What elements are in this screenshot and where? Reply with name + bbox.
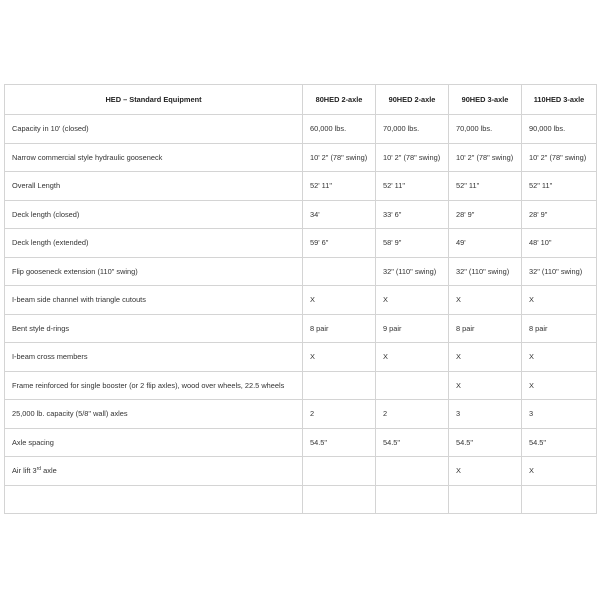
row-label: Capacity in 10' (closed)	[5, 115, 303, 144]
header-cell: 80HED 2-axle	[303, 85, 376, 115]
table-cell: 8 pair	[449, 314, 522, 343]
header-cell: HED – Standard Equipment	[5, 85, 303, 115]
table-row	[5, 343, 597, 372]
table-cell: 52' 11"	[376, 172, 449, 201]
table-cell: 9 pair	[376, 314, 449, 343]
table-row	[5, 428, 597, 457]
table-cell: X	[449, 343, 522, 372]
table-row	[5, 371, 597, 400]
table-cell: 32" (110" swing)	[376, 257, 449, 286]
table-cell: 10' 2" (78" swing)	[522, 143, 597, 172]
table-cell	[449, 485, 522, 514]
header-cell: 90HED 3-axle	[449, 85, 522, 115]
row-label: Frame reinforced for single booster (or 2 flip axles), wood over wheels, 22.5 wheels	[5, 371, 303, 400]
table-cell: 49'	[449, 229, 522, 258]
table-cell: X	[522, 343, 597, 372]
table-cell: 54.5"	[522, 428, 597, 457]
equipment-table	[4, 84, 597, 514]
row-label: Axle spacing	[5, 428, 303, 457]
row-label: Deck length (extended)	[5, 229, 303, 258]
table-cell: X	[449, 286, 522, 315]
table-cell: X	[522, 457, 597, 486]
row-label: Flip gooseneck extension (110" swing)	[5, 257, 303, 286]
table-cell: 10' 2" (78" swing)	[449, 143, 522, 172]
table-cell: X	[303, 343, 376, 372]
row-label: I-beam cross members	[5, 343, 303, 372]
table-row	[5, 257, 597, 286]
table-cell: 28' 9"	[449, 200, 522, 229]
table-cell: 2	[376, 400, 449, 429]
table-cell: 52" 11"	[449, 172, 522, 201]
row-label: Narrow commercial style hydraulic gooseneck	[5, 143, 303, 172]
table-cell: 54.5"	[376, 428, 449, 457]
row-label: Deck length (closed)	[5, 200, 303, 229]
table-row	[5, 314, 597, 343]
row-label: I-beam side channel with triangle cutouts	[5, 286, 303, 315]
table-cell: 33' 6"	[376, 200, 449, 229]
table-cell: X	[522, 286, 597, 315]
table-row	[5, 400, 597, 429]
table-cell: 8 pair	[522, 314, 597, 343]
table-cell: 54.5"	[449, 428, 522, 457]
table-cell: 59' 6"	[303, 229, 376, 258]
table-cell: X	[449, 371, 522, 400]
table-row	[5, 200, 597, 229]
table-row	[5, 172, 597, 201]
header-row	[5, 85, 597, 115]
table-cell: 8 pair	[303, 314, 376, 343]
table-cell: 2	[303, 400, 376, 429]
table-cell: 28' 9"	[522, 200, 597, 229]
table-cell: 10' 2" (78" swing)	[303, 143, 376, 172]
header-cell: 110HED 3-axle	[522, 85, 597, 115]
table-cell: X	[376, 343, 449, 372]
table-cell: 52' 11"	[303, 172, 376, 201]
row-label: Air lift 3rd axle	[5, 457, 303, 486]
table-cell: 54.5"	[303, 428, 376, 457]
table-cell: 58' 9"	[376, 229, 449, 258]
table-cell	[303, 457, 376, 486]
table-cell: X	[522, 371, 597, 400]
row-label: Overall Length	[5, 172, 303, 201]
table-cell: 3	[522, 400, 597, 429]
table-cell: 32" (110" swing)	[522, 257, 597, 286]
table-cell	[303, 371, 376, 400]
table-cell	[376, 457, 449, 486]
table-cell	[376, 371, 449, 400]
table-row	[5, 143, 597, 172]
table-cell: 70,000 lbs.	[449, 115, 522, 144]
row-label: Bent style d-rings	[5, 314, 303, 343]
row-label	[5, 485, 303, 514]
table-cell: X	[376, 286, 449, 315]
table-cell	[376, 485, 449, 514]
table-row	[5, 457, 597, 486]
table-row	[5, 485, 597, 514]
table-cell: X	[303, 286, 376, 315]
table-cell	[303, 485, 376, 514]
header-cell: 90HED 2-axle	[376, 85, 449, 115]
table-cell: 34'	[303, 200, 376, 229]
table-cell: 3	[449, 400, 522, 429]
table-row	[5, 229, 597, 258]
row-label: 25,000 lb. capacity (5/8" wall) axles	[5, 400, 303, 429]
table-cell	[522, 485, 597, 514]
table-cell: X	[449, 457, 522, 486]
table-cell: 32" (110" swing)	[449, 257, 522, 286]
table-cell: 90,000 lbs.	[522, 115, 597, 144]
table-cell: 60,000 lbs.	[303, 115, 376, 144]
table-cell: 48' 10"	[522, 229, 597, 258]
table-cell: 10' 2" (78" swing)	[376, 143, 449, 172]
table-row	[5, 286, 597, 315]
table-cell: 52" 11"	[522, 172, 597, 201]
table-cell: 70,000 lbs.	[376, 115, 449, 144]
table-row	[5, 115, 597, 144]
table-cell	[303, 257, 376, 286]
